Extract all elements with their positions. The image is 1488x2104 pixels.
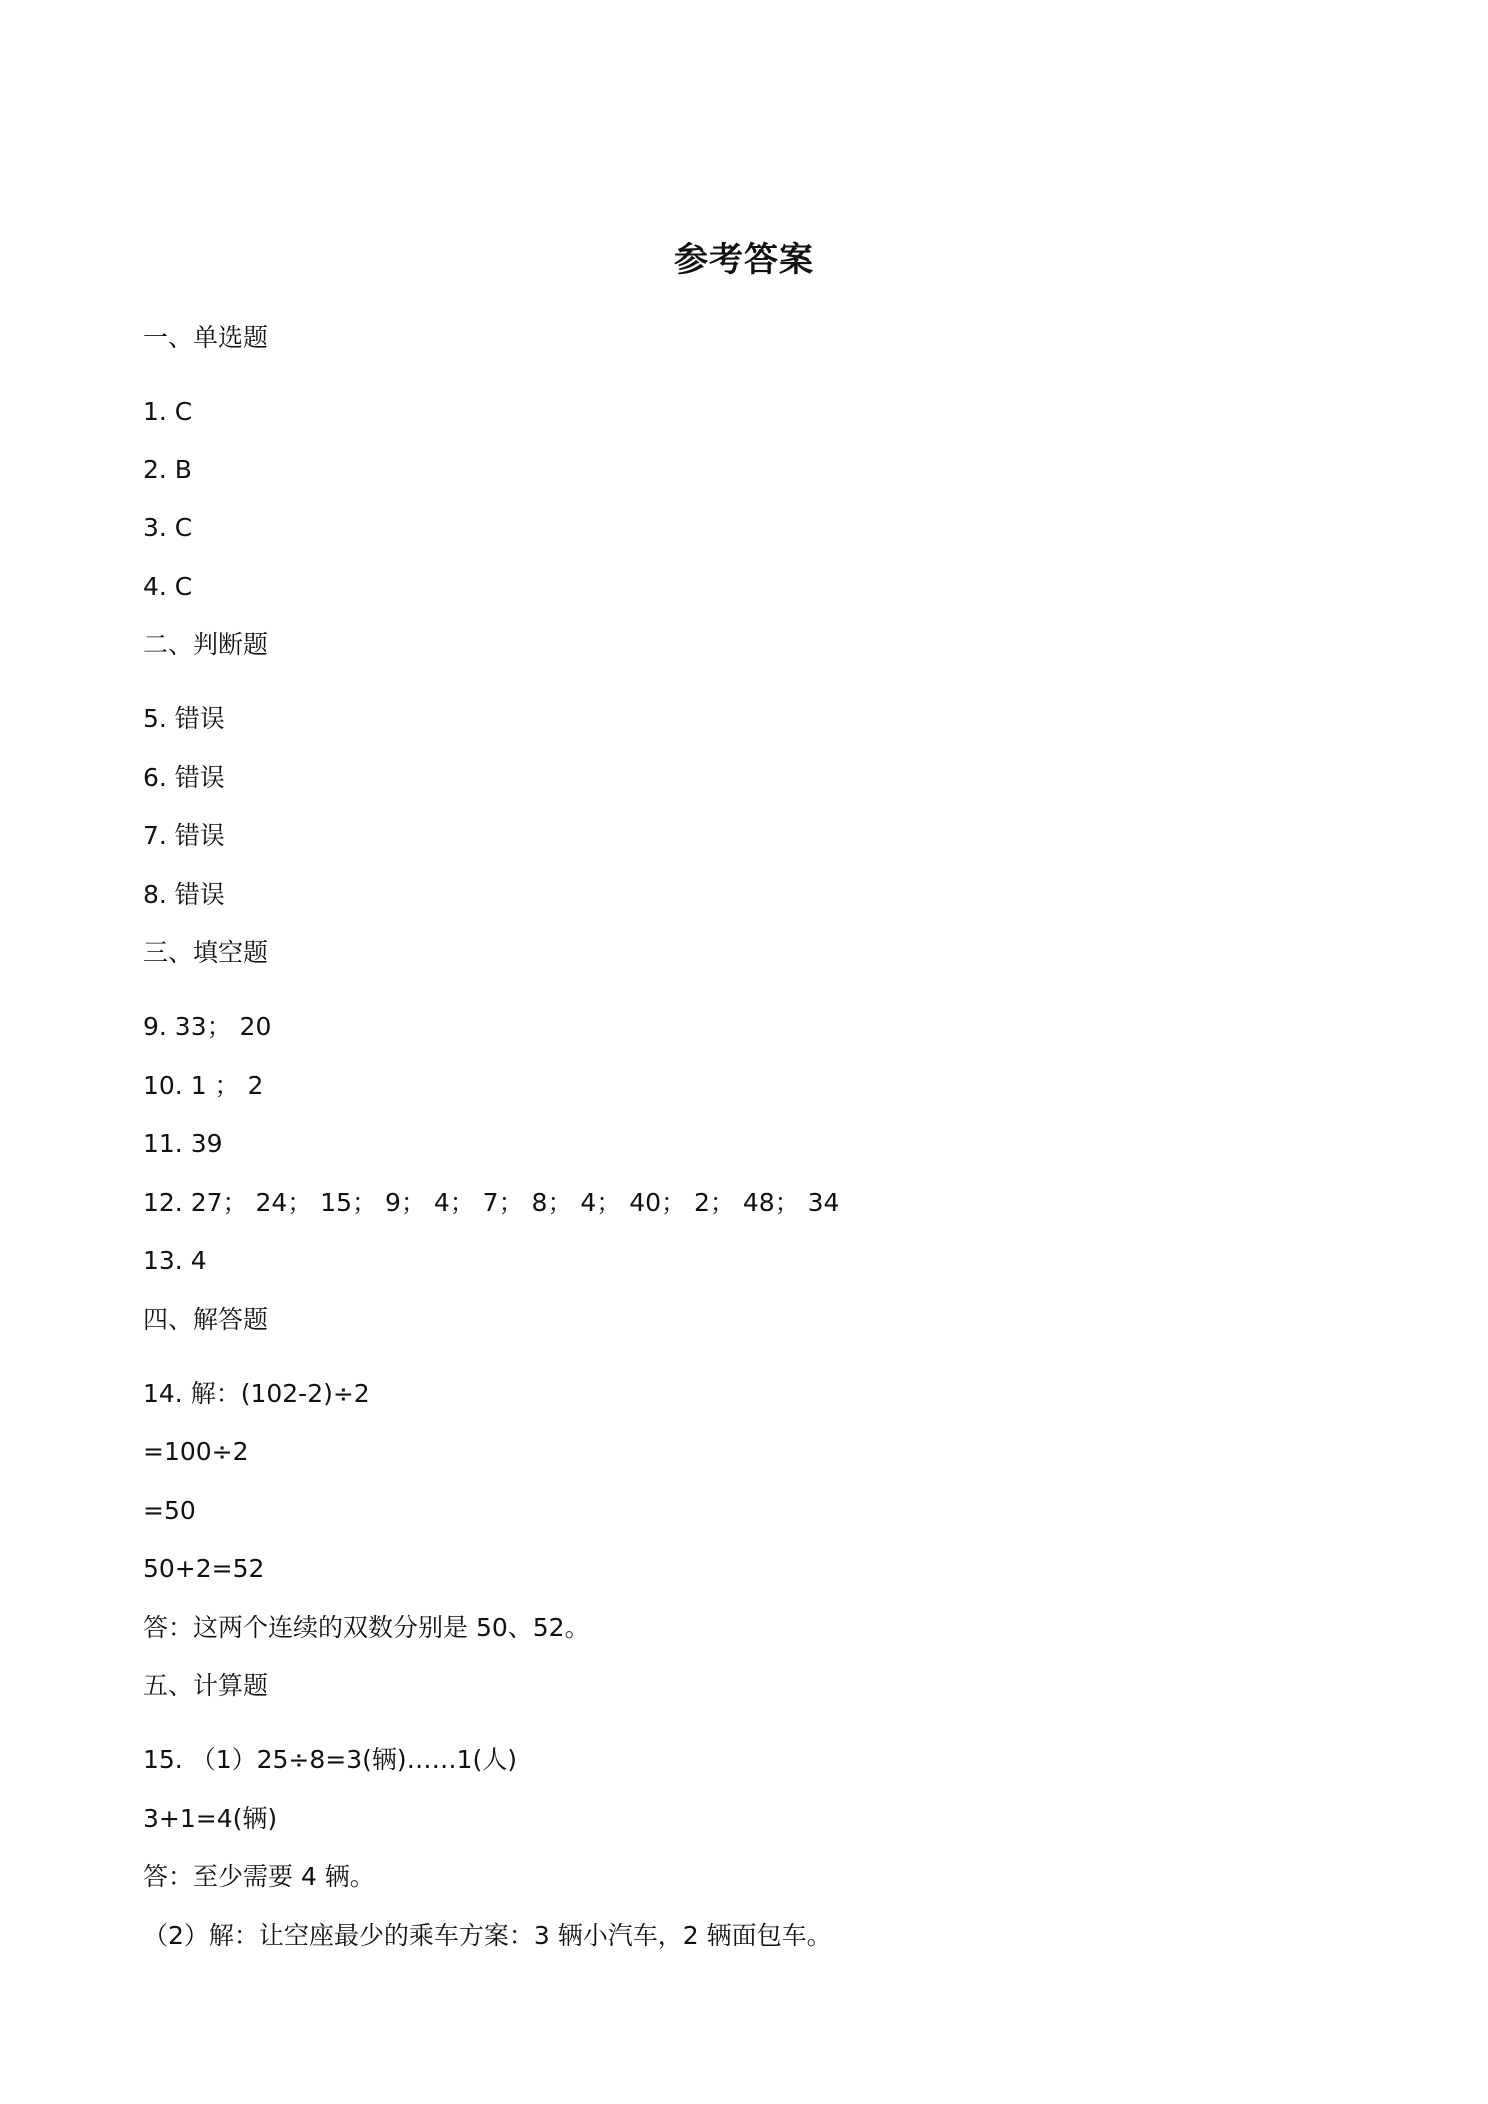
section-heading-calculation: 五、计算题 <box>143 1671 269 1700</box>
section-heading-fill-blank: 三、填空题 <box>143 938 269 967</box>
answer-line-5: 5. 错误 <box>143 704 225 733</box>
answer-line-15-step-2: 3+1=4(辆) <box>143 1804 278 1833</box>
page-title: 参考答案 <box>674 240 814 280</box>
answer-line-14-step-2: =100÷2 <box>143 1437 249 1466</box>
section-heading-true-false: 二、判断题 <box>143 630 269 659</box>
answer-line-15: 15. （1）25÷8=3(辆)……1(人) <box>143 1745 518 1774</box>
answer-line-14-step-4: 50+2=52 <box>143 1554 265 1583</box>
answer-line-9: 9. 33； 20 <box>143 1012 272 1041</box>
answer-line-10: 10. 1 ； 2 <box>143 1071 264 1100</box>
answer-line-12: 12. 27； 24； 15； 9； 4； 7； 8； 4； 40； 2； 48； 34 <box>143 1188 840 1217</box>
answer-line-14-conclusion: 答：这两个连续的双数分别是 50、52。 <box>143 1613 590 1642</box>
answer-line-6: 6. 错误 <box>143 763 225 792</box>
answer-line-14: 14. 解：(102-2)÷2 <box>143 1379 370 1408</box>
answer-line-7: 7. 错误 <box>143 821 225 850</box>
answer-line-1: 1. C <box>143 397 193 426</box>
section-heading-single-choice: 一、单选题 <box>143 323 269 352</box>
answer-line-8: 8. 错误 <box>143 880 225 909</box>
answer-line-15-part-2: （2）解：让空座最少的乘车方案：3 辆小汽车，2 辆面包车。 <box>143 1921 832 1950</box>
answer-line-3: 3. C <box>143 513 193 542</box>
answer-line-11: 11. 39 <box>143 1129 223 1158</box>
section-heading-word-problems: 四、解答题 <box>143 1305 269 1334</box>
answer-line-4: 4. C <box>143 572 193 601</box>
answer-line-15-conclusion: 答：至少需要 4 辆。 <box>143 1862 375 1891</box>
answer-line-14-step-3: =50 <box>143 1496 196 1525</box>
answer-line-2: 2. B <box>143 455 192 484</box>
answer-line-13: 13. 4 <box>143 1246 207 1275</box>
